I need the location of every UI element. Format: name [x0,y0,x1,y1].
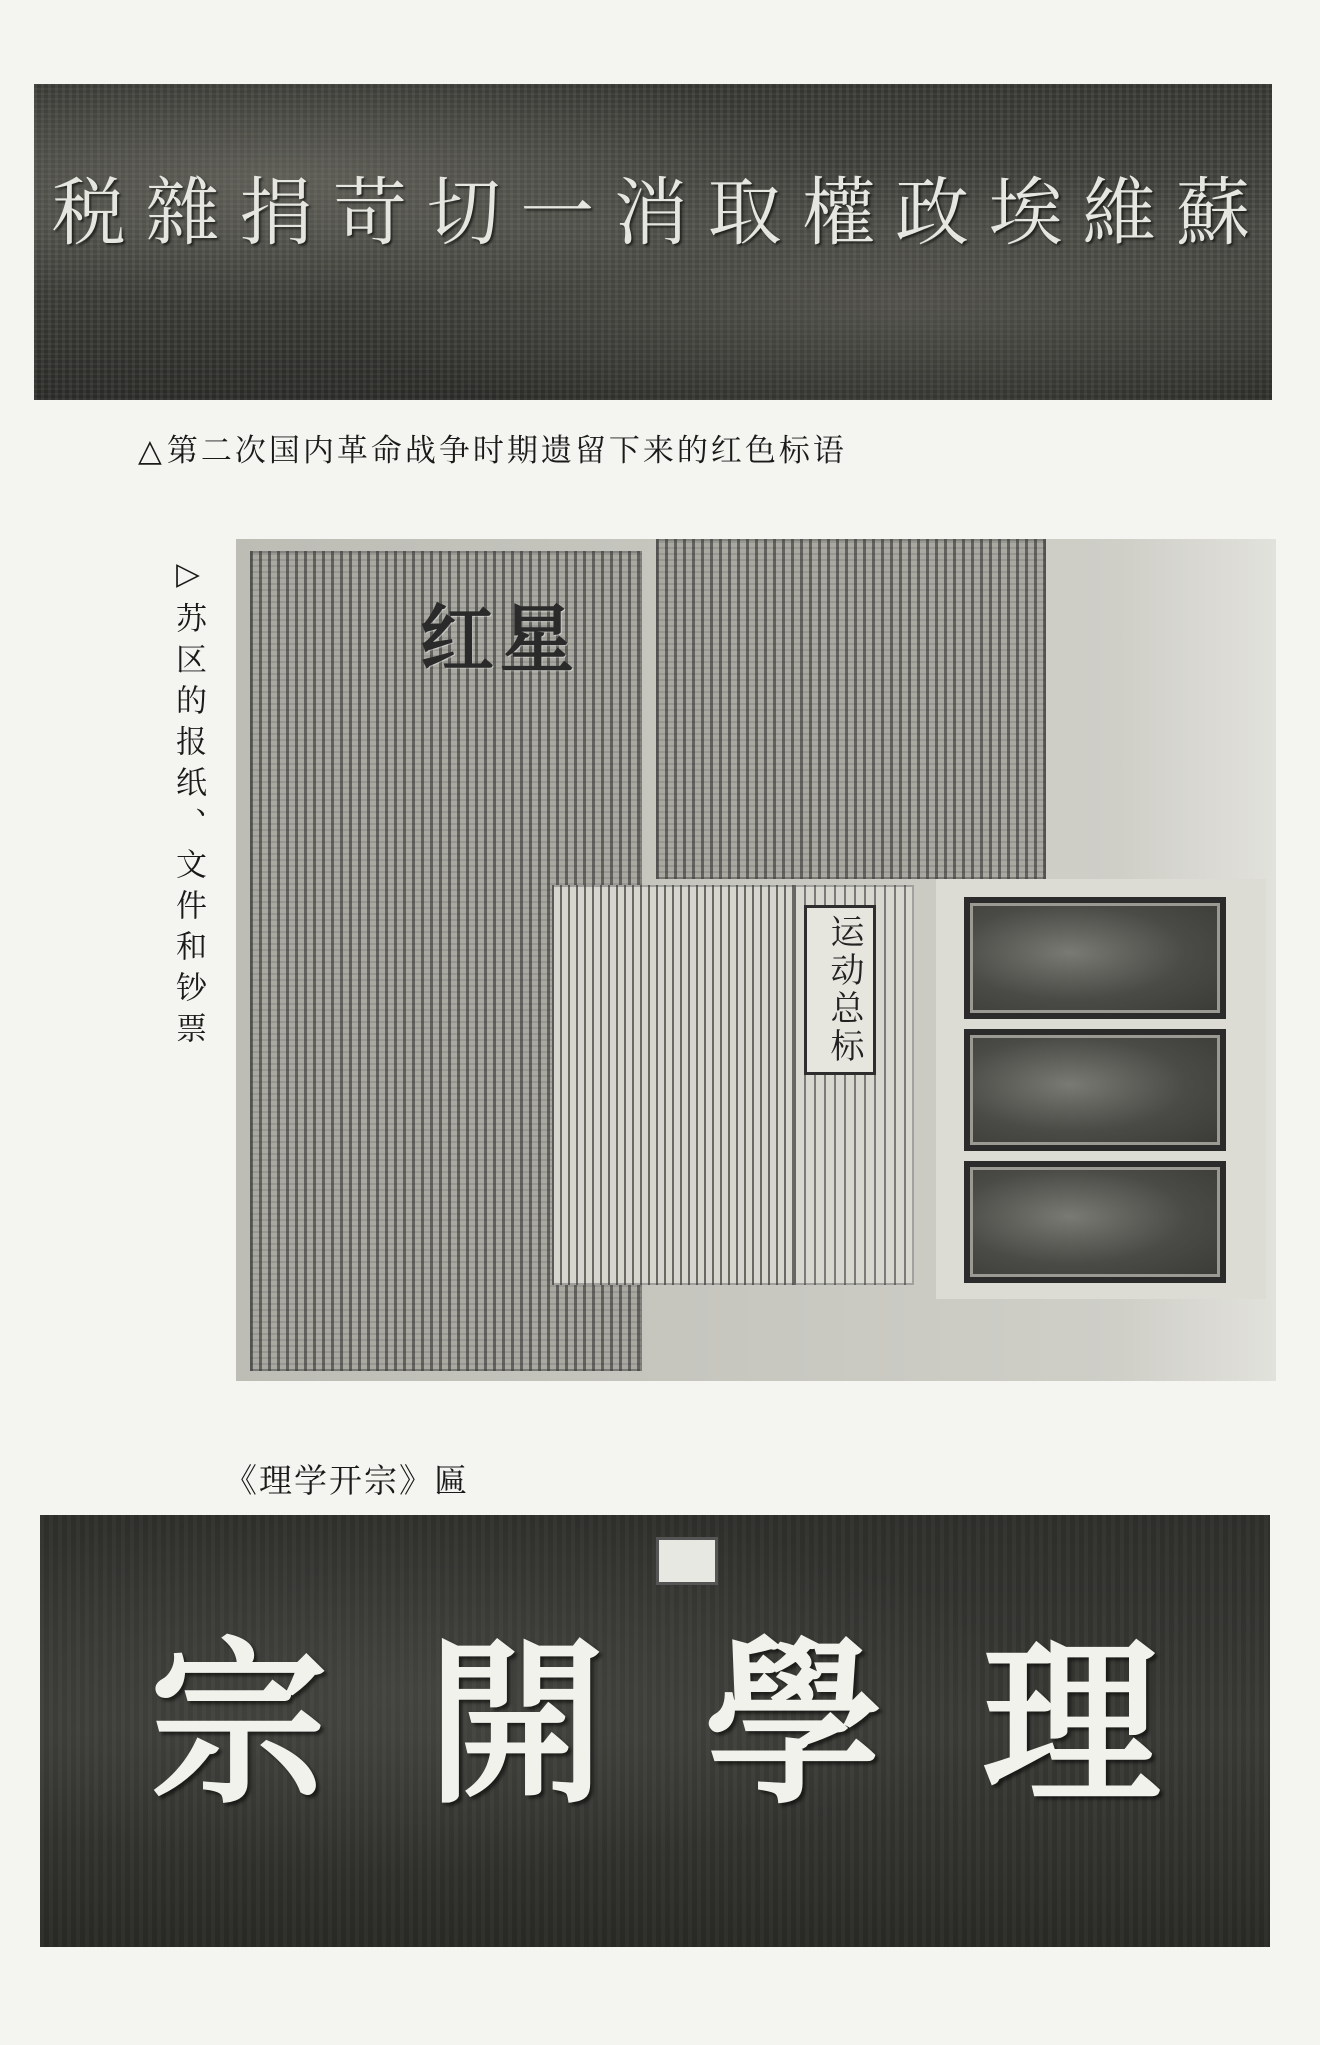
slogan-char: 苛 [332,170,411,256]
papers-photo-caption [168,556,208,1053]
slogan-char: 雜 [145,170,224,256]
banknotes-panel [936,879,1266,1299]
plaque-inscription [40,1619,1270,1828]
newspaper-masthead: 红星 [420,597,580,683]
slogan-char: 切 [426,170,505,256]
plaque-photo [40,1515,1270,1947]
plaque-char: 學 [704,1619,883,1828]
papers-caption-text: 苏区的报纸、文件和钞票 [170,602,206,1053]
document-title: 运动总标 [804,905,876,1075]
slogan-char: 政 [895,170,974,256]
banknote [964,1029,1226,1151]
newspaper-middle [656,539,1046,879]
banknote [964,897,1226,1019]
document-sheet-titled [794,885,914,1285]
slogan-char: 取 [707,170,786,256]
plaque-char: 開 [427,1619,606,1828]
plaque-seal [656,1537,718,1585]
slogan-char: 權 [801,170,880,256]
plaque-photo-caption: 《理学开宗》匾 [224,1461,469,1500]
slogan-wall-photo [34,84,1272,400]
slogan-char: 税 [51,170,130,256]
slogan-char: 蘇 [1176,170,1255,256]
slogan-char: 埃 [988,170,1067,256]
slogan-caption-text: 第二次国内革命战争时期遗留下来的红色标语 [166,433,847,469]
slogan-char: 消 [613,170,692,256]
slogan-char: 捐 [239,170,318,256]
triangle-right-icon: ▷ [170,556,206,602]
document-sheet [552,885,798,1285]
banknote [964,1161,1226,1283]
slogan-char: 一 [520,170,599,256]
slogan-wall-text [34,170,1272,256]
slogan-photo-caption [138,425,847,470]
triangle-up-icon: △ [138,433,165,469]
plaque-char: 理 [982,1619,1161,1828]
plaque-char: 宗 [149,1619,328,1828]
papers-photo [236,539,1276,1381]
slogan-char: 維 [1082,170,1161,256]
